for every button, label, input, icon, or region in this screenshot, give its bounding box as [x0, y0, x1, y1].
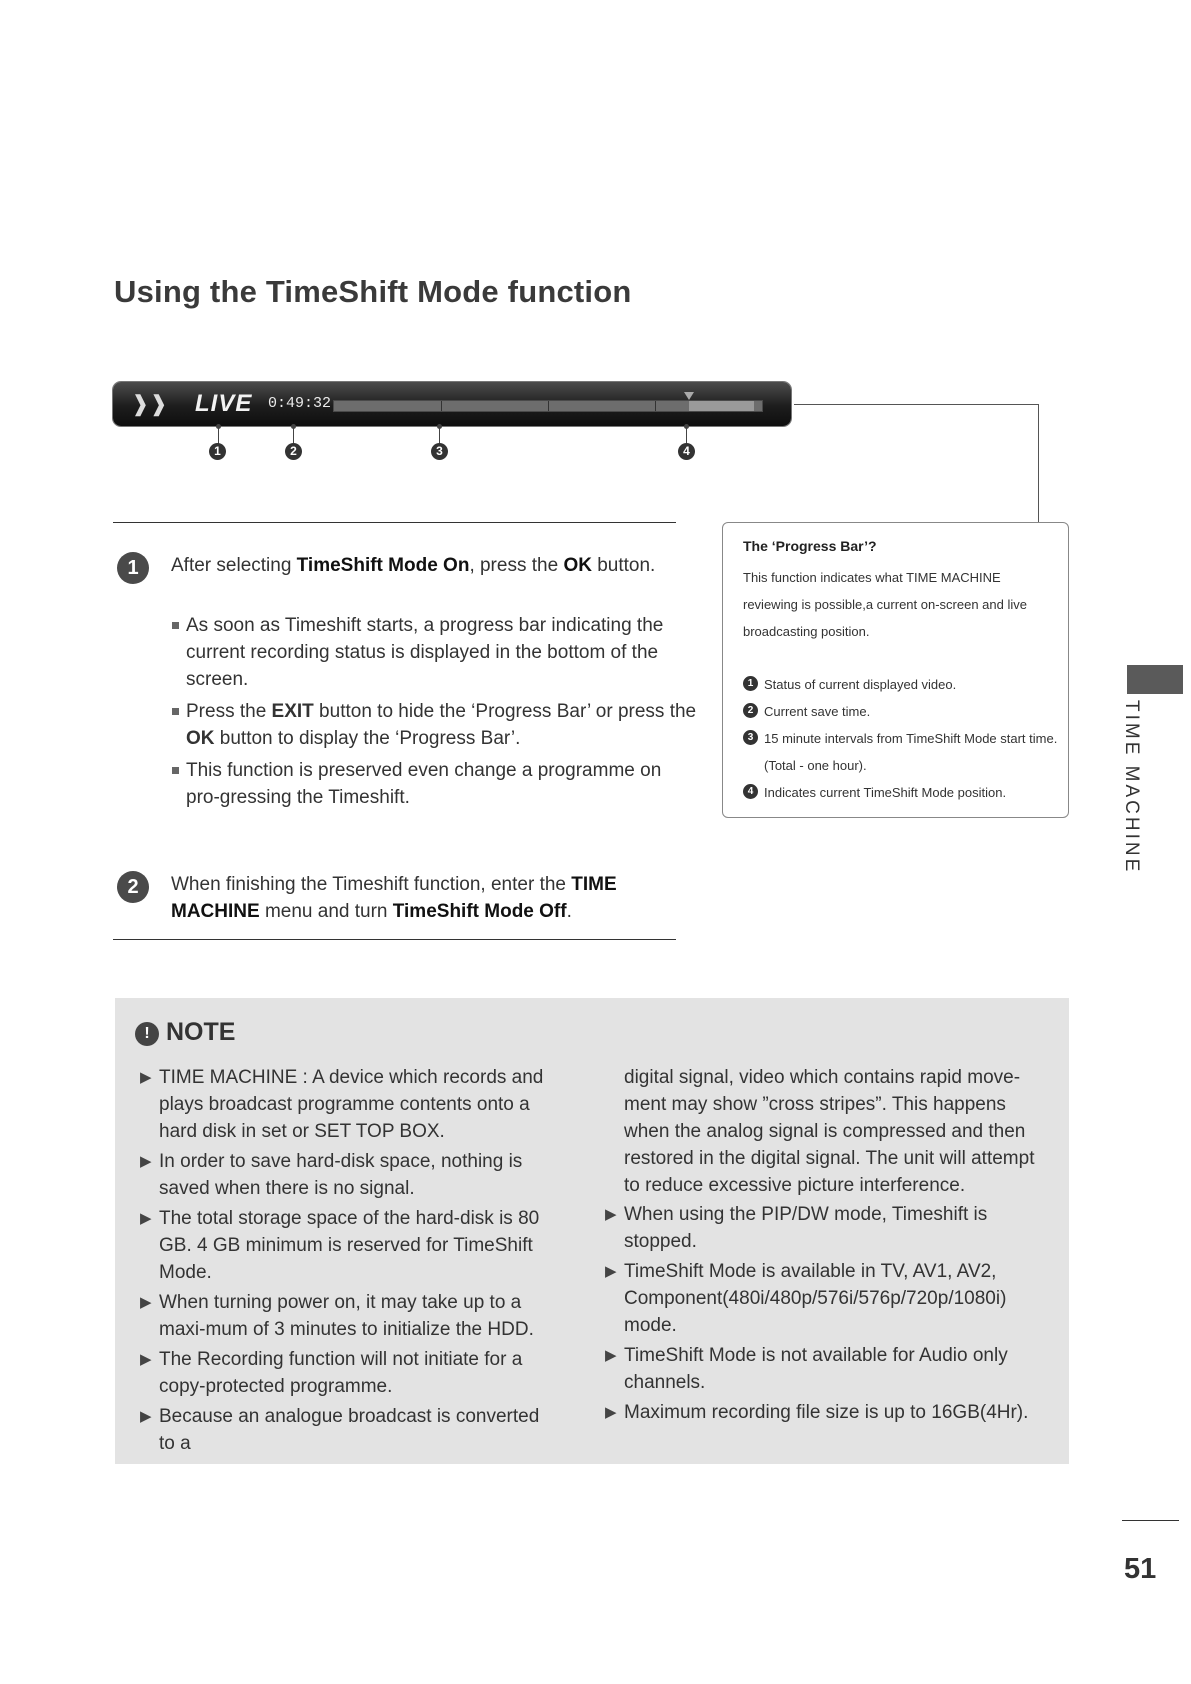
list-item: [743, 779, 1061, 806]
note-panel: [115, 998, 1069, 1464]
triangle-right-icon: ▶: [140, 1408, 152, 1425]
triangle-right-icon: ▶: [605, 1347, 617, 1364]
section-rule: [113, 522, 676, 523]
connector-line: [794, 404, 1038, 405]
note-item: ▶ TimeShift Mode is available in TV, AV1, AV2, Component(480i/480p/576i/576p/720p/1080i) mode.: [605, 1258, 1045, 1339]
list-item: This function is preserved even change a programme on pro-gressing the Timeshift.: [172, 757, 698, 811]
triangle-right-icon: ▶: [140, 1069, 152, 1086]
note-item: ▶ When turning power on, it may take up to a maxi-mum of 3 minutes to initialize the HDD.: [140, 1289, 560, 1343]
note-item: ▶ TimeShift Mode is not available for Audio only channels.: [605, 1342, 1045, 1396]
item-text: 15 minute intervals from TimeShift Mode start time. (Total - one hour).: [764, 731, 1058, 773]
item-text: Indicates current TimeShift Mode position.: [764, 785, 1007, 800]
step-1-badge: 1: [117, 552, 149, 584]
triangle-right-icon: ▶: [140, 1294, 152, 1311]
list-item: [743, 725, 1061, 779]
note-continuation: digital signal, video which contains rapid move-ment may show ”cross stripes”. This happens when the analog signal is compressed and then restored in the digital signal. The unit will attempt to reduce excessive picture interference.: [624, 1067, 1035, 1196]
save-time: 0:49:32: [268, 395, 332, 412]
section-tab-marker: [1127, 665, 1183, 694]
callout-2: 2: [285, 443, 302, 460]
list-item: [743, 671, 1061, 698]
info-box-list: [743, 671, 1061, 806]
page-number-rule: [1122, 1520, 1179, 1521]
broadcast-icon: ❱❱: [131, 391, 168, 416]
note-title: NOTE: [166, 1018, 236, 1046]
triangle-right-icon: ▶: [140, 1153, 152, 1170]
triangle-right-icon: ▶: [605, 1404, 617, 1421]
step-2-badge: 2: [117, 871, 149, 903]
triangle-right-icon: ▶: [605, 1263, 617, 1280]
interval-tick: [441, 401, 442, 411]
list-item: As soon as Timeshift starts, a progress bar indicating the current recording status is displayed in the bottom of the screen.: [172, 612, 698, 693]
list-item: Press the EXIT button to hide the ‘Progress Bar’ or press the OK button to display the ‘Progress Bar’.: [172, 698, 698, 752]
interval-tick: [548, 401, 549, 411]
list-item: [743, 698, 1061, 725]
position-marker-icon: [684, 392, 694, 400]
section-label: TIME MACHINE: [1121, 700, 1142, 875]
step-2-text: When finishing the Timeshift function, enter the TIME MACHINE menu and turn TimeShift Mode Off.: [171, 874, 617, 922]
page-number: 51: [1124, 1553, 1157, 1585]
note-right-column: [605, 1201, 1045, 1429]
callout-1: 1: [209, 443, 226, 460]
triangle-right-icon: ▶: [140, 1210, 152, 1227]
note-item: ▶ When using the PIP/DW mode, Timeshift is stopped.: [605, 1201, 1045, 1255]
section-rule: [113, 939, 676, 940]
number-badge: 4: [743, 784, 758, 799]
connector-line: [1038, 404, 1039, 522]
info-box-intro: This function indicates what TIME MACHINE reviewing is possible,a current on-screen and live broadcasting position.: [743, 570, 1027, 639]
number-badge: 1: [743, 676, 758, 691]
info-box-title: The ‘Progress Bar’?: [743, 538, 877, 554]
step-1-bullets: [172, 612, 698, 816]
item-text: Status of current displayed video.: [764, 677, 957, 692]
exclamation-icon: !: [135, 1022, 159, 1046]
progress-bar-illustration: [113, 382, 791, 426]
live-label: LIVE: [195, 390, 253, 417]
callout-4: 4: [678, 443, 695, 460]
note-left-column: [140, 1064, 560, 1460]
note-item: ▶ The total storage space of the hard-disk is 80 GB. 4 GB minimum is reserved for TimeShift Mode.: [140, 1205, 560, 1286]
number-badge: 2: [743, 703, 758, 718]
item-text: Current save time.: [764, 704, 871, 719]
triangle-right-icon: ▶: [605, 1206, 617, 1223]
number-badge: 3: [743, 730, 758, 745]
note-item: ▶ TIME MACHINE : A device which records and plays broadcast programme contents onto a hard disk in set or SET TOP BOX.: [140, 1064, 560, 1145]
step-1-text: After selecting TimeShift Mode On, press the OK button.: [171, 555, 656, 576]
page-title: Using the TimeShift Mode function: [114, 274, 632, 309]
triangle-right-icon: ▶: [140, 1351, 152, 1368]
progress-bar-info-box: [722, 522, 1069, 818]
note-item: ▶ The Recording function will not initiate for a copy-protected programme.: [140, 1346, 560, 1400]
note-item: ▶ Because an analogue broadcast is converted to a: [140, 1403, 560, 1457]
note-item: ▶ Maximum recording file size is up to 16GB(4Hr).: [605, 1399, 1045, 1426]
progress-track: [333, 400, 763, 412]
progress-fill: [689, 401, 754, 411]
note-item: ▶ In order to save hard-disk space, nothing is saved when there is no signal.: [140, 1148, 560, 1202]
callout-3: 3: [431, 443, 448, 460]
interval-tick: [655, 401, 656, 411]
